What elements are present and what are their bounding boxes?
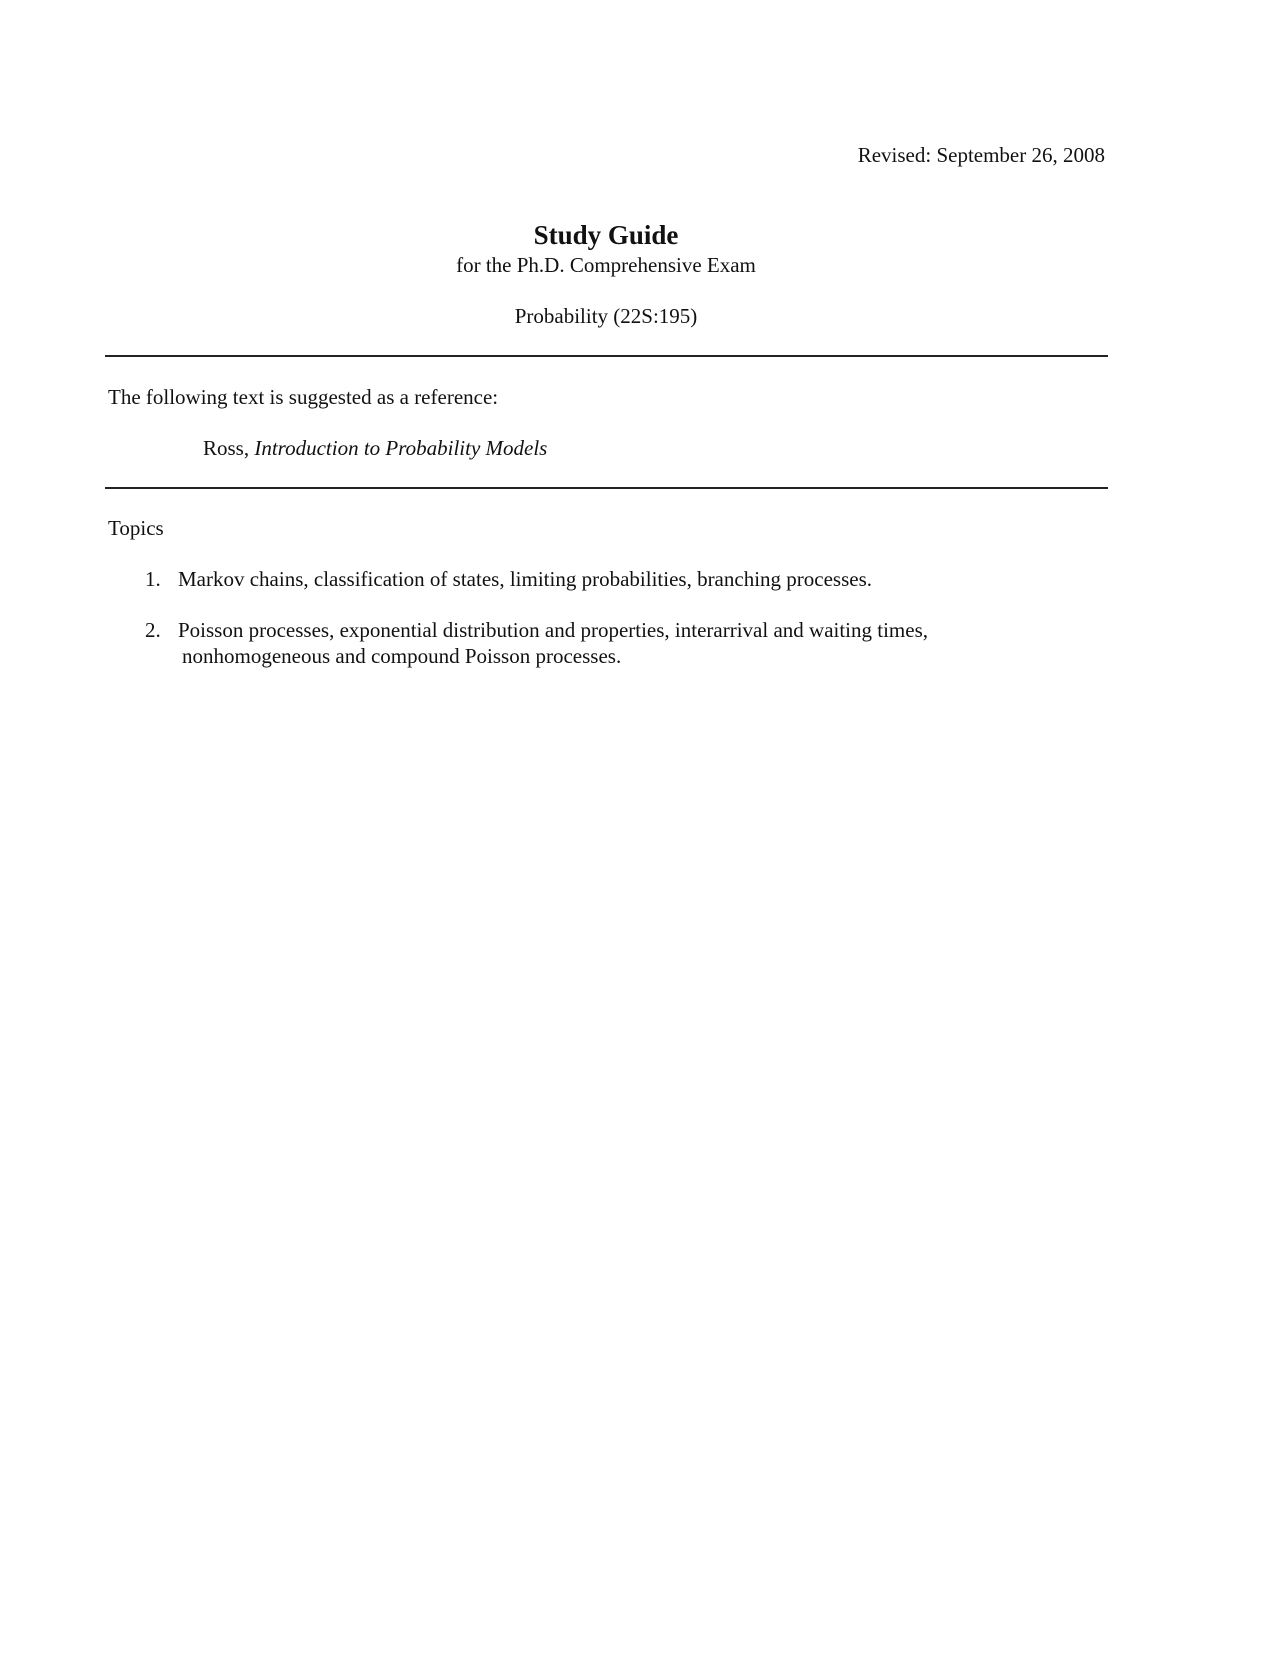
- topic-number: 2.: [145, 618, 161, 642]
- topic-item: [145, 567, 872, 592]
- topic-text: Markov chains, classification of states, limiting probabilities, branching processes.: [178, 567, 873, 591]
- topic-text-continuation: nonhomogeneous and compound Poisson processes.: [182, 644, 622, 668]
- revised-date: Revised: September 26, 2008: [857, 143, 1105, 167]
- course-name: Probability (22S:195): [514, 304, 698, 328]
- page-title: Study Guide: [533, 220, 679, 250]
- reference-author: Ross,: [203, 436, 255, 460]
- divider-bottom: [105, 487, 1108, 489]
- topic-number: 1.: [145, 567, 161, 591]
- reference-book-title: Introduction to Probability Models: [254, 436, 548, 460]
- reference-citation: [203, 436, 547, 461]
- topics-heading: Topics: [108, 516, 164, 540]
- divider-top: [105, 355, 1108, 357]
- topic-item: [145, 618, 928, 643]
- page-subtitle: for the Ph.D. Comprehensive Exam: [456, 253, 756, 277]
- reference-intro: The following text is suggested as a reference:: [108, 385, 499, 409]
- topic-text: Poisson processes, exponential distribution and properties, interarrival and waiting times,: [178, 618, 929, 642]
